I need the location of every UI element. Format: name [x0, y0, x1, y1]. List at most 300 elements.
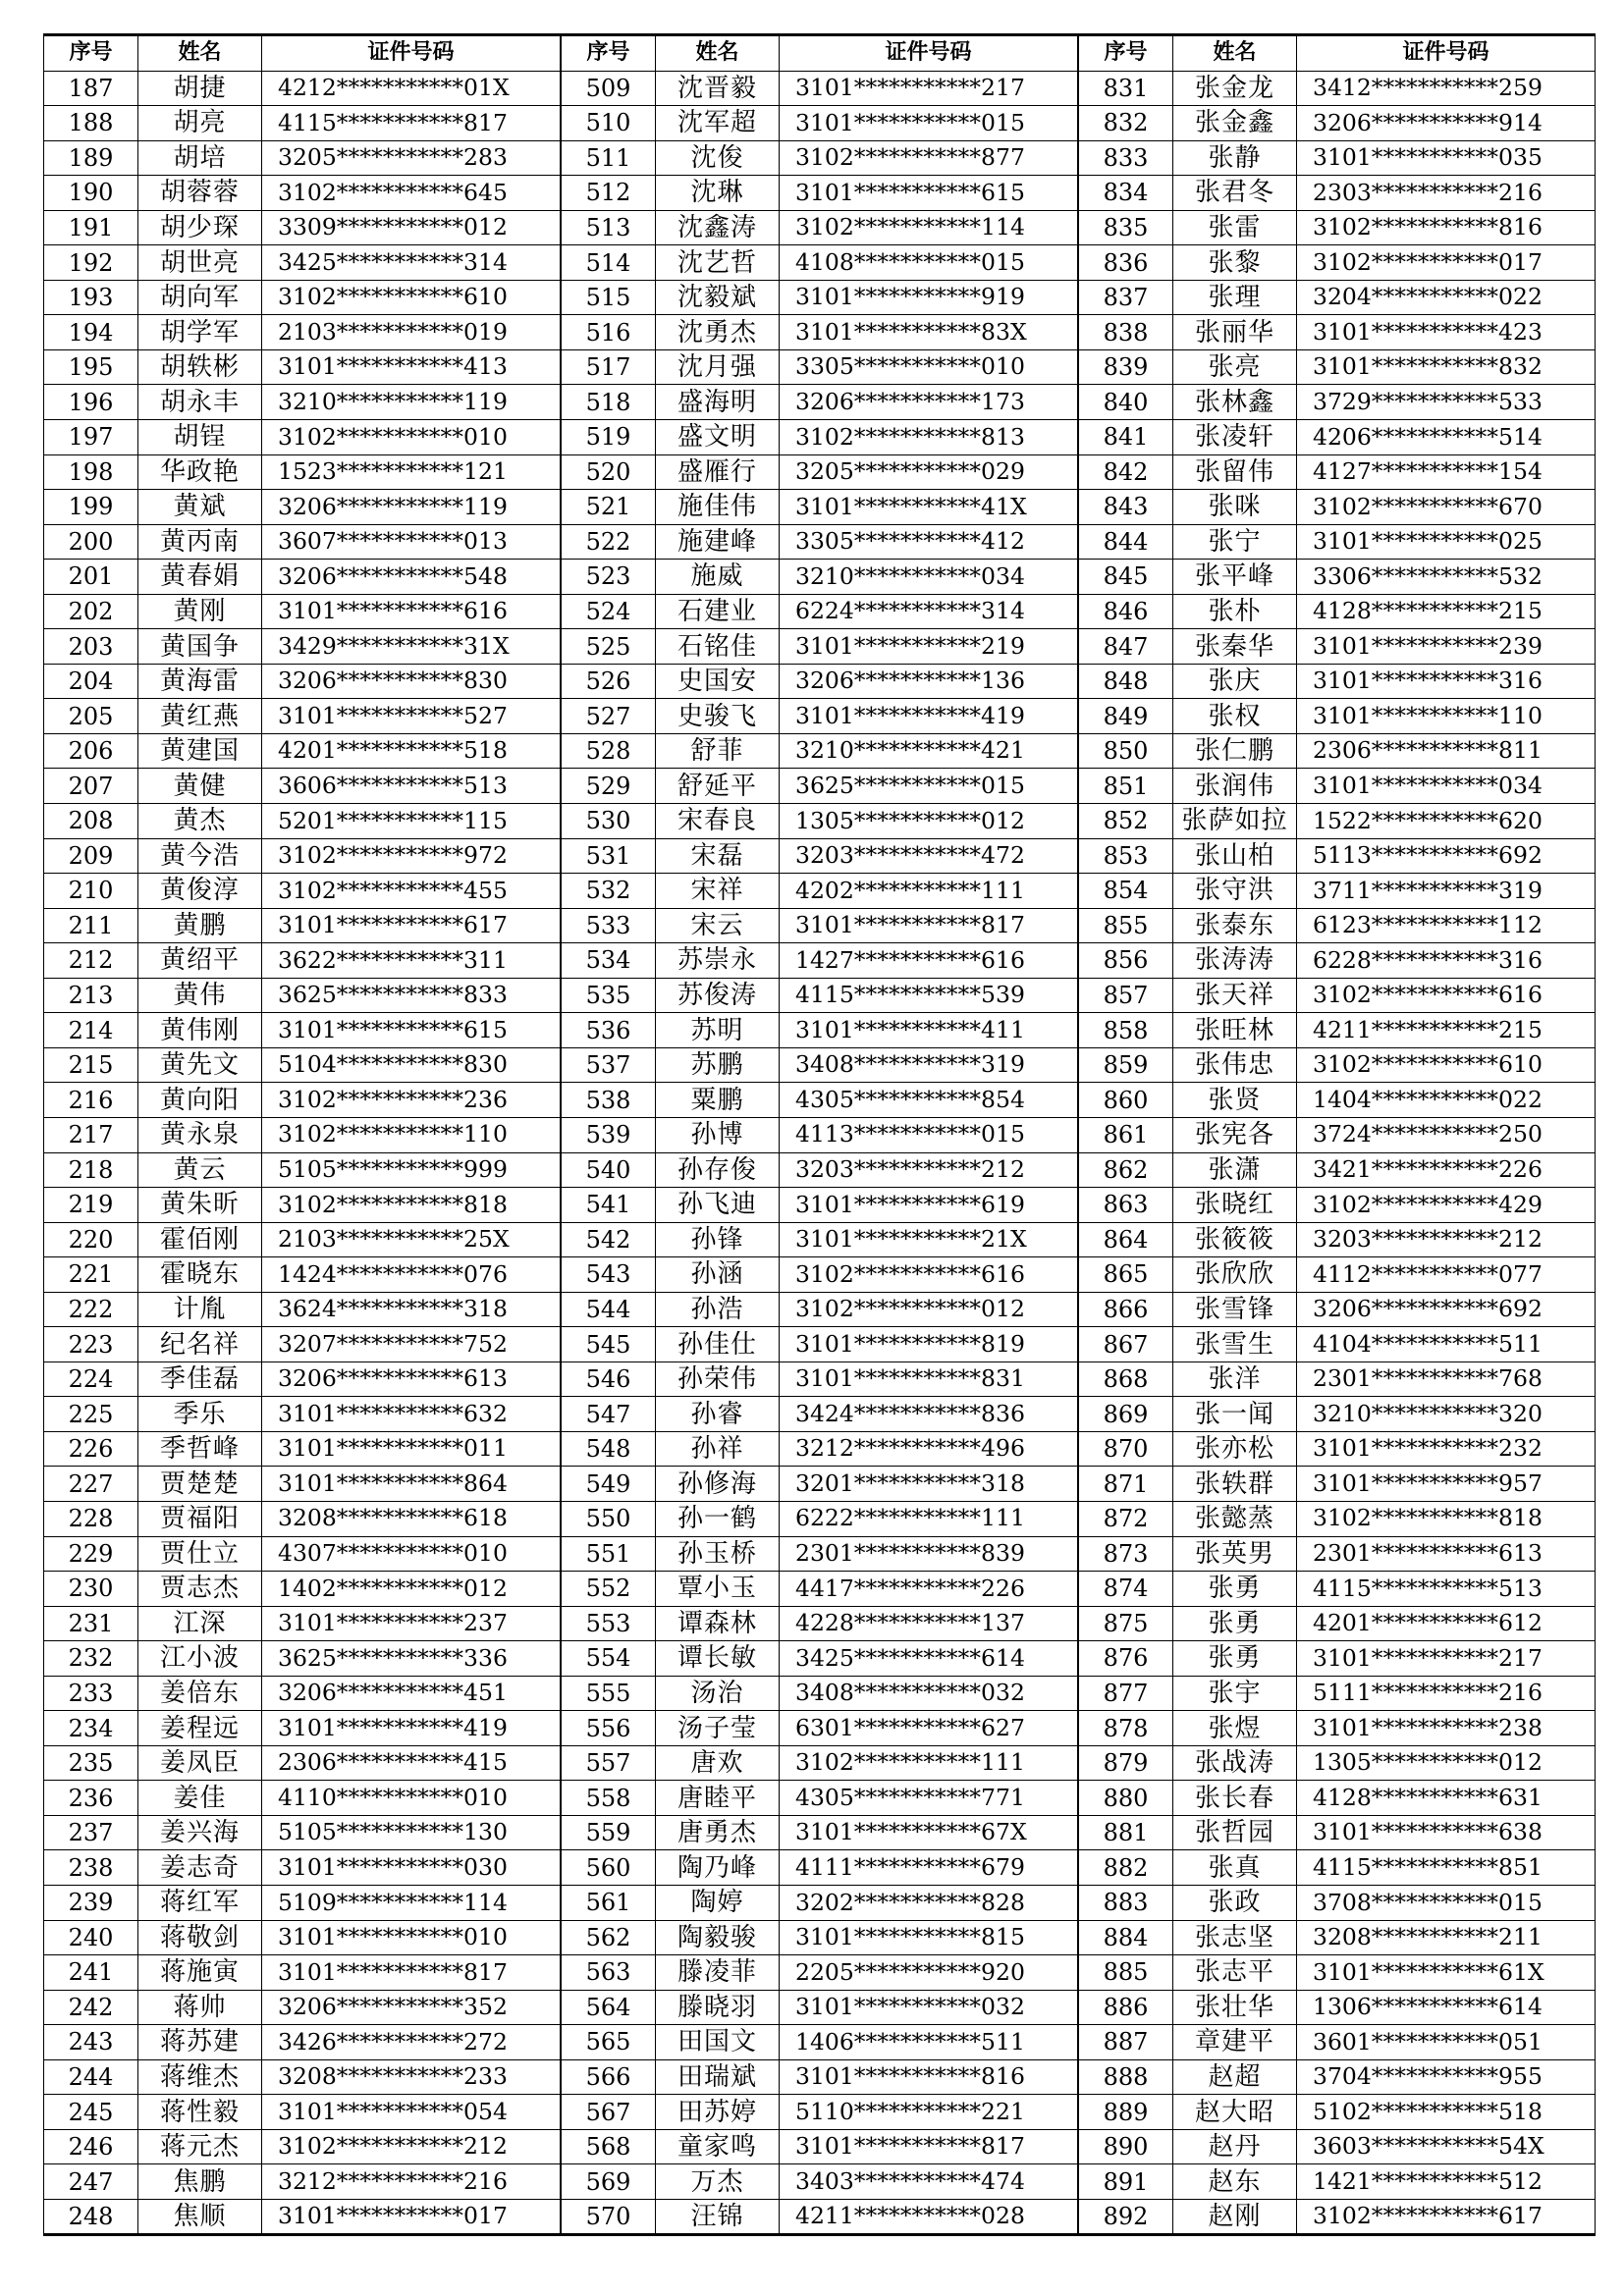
table-row [1079, 1327, 1596, 1362]
row-seq: 860 [1079, 1083, 1173, 1118]
table-row [44, 664, 561, 699]
row-seq: 238 [44, 1850, 138, 1886]
row-name: 孙浩 [656, 1292, 780, 1327]
row-seq: 874 [1079, 1572, 1173, 1607]
row-id-number: 3205***********283 [262, 140, 561, 176]
row-name: 张煜 [1173, 1711, 1297, 1746]
row-id-number: 5102***********518 [1297, 2095, 1596, 2130]
table-row [562, 106, 1078, 141]
row-name: 张志平 [1173, 1955, 1297, 1991]
row-id-number: 5109***********114 [262, 1885, 561, 1920]
table-row [44, 1920, 561, 1955]
table-row [562, 315, 1078, 350]
row-id-number: 3101***********615 [780, 176, 1078, 211]
row-seq: 832 [1079, 106, 1173, 141]
row-id-number: 3102***********670 [1297, 490, 1596, 525]
table-row [44, 908, 561, 943]
row-id-number: 3203***********212 [1297, 1222, 1596, 1257]
row-seq: 886 [1079, 1990, 1173, 2025]
row-seq: 531 [562, 838, 656, 874]
row-seq: 851 [1079, 769, 1173, 804]
row-name: 贾仕立 [138, 1536, 262, 1572]
row-id-number: 3101***********054 [262, 2095, 561, 2130]
row-id-number: 4206***********514 [1297, 420, 1596, 455]
row-name: 石建业 [656, 594, 780, 629]
table-row [1079, 385, 1596, 420]
row-name: 黄永泉 [138, 1117, 262, 1152]
row-id-number: 6123***********112 [1297, 908, 1596, 943]
row-seq: 541 [562, 1188, 656, 1223]
table-row [562, 1641, 1078, 1677]
row-id-number: 3201***********318 [780, 1467, 1078, 1502]
row-id-number: 3306***********532 [1297, 560, 1596, 595]
row-seq: 226 [44, 1431, 138, 1467]
row-seq: 521 [562, 490, 656, 525]
table-row [562, 1676, 1078, 1711]
row-name: 史骏飞 [656, 699, 780, 734]
table-row [562, 385, 1078, 420]
row-id-number: 3101***********617 [262, 908, 561, 943]
row-id-number: 5111***********216 [1297, 1676, 1596, 1711]
table-row [44, 385, 561, 420]
row-seq: 248 [44, 2199, 138, 2235]
row-id-number: 3202***********828 [780, 1885, 1078, 1920]
row-name: 滕凌菲 [656, 1955, 780, 1991]
row-seq: 194 [44, 315, 138, 350]
row-seq: 878 [1079, 1711, 1173, 1746]
row-name: 孙锋 [656, 1222, 780, 1257]
row-name: 姜程远 [138, 1711, 262, 1746]
table-row [1079, 733, 1596, 769]
row-name: 姜凤臣 [138, 1745, 262, 1781]
row-name: 胡锃 [138, 420, 262, 455]
row-name: 计胤 [138, 1292, 262, 1327]
table-row [44, 315, 561, 350]
table-row [562, 1885, 1078, 1920]
table-row [44, 1955, 561, 1991]
row-seq: 849 [1079, 699, 1173, 734]
table-row [562, 1536, 1078, 1572]
table-row [44, 1676, 561, 1711]
header-id: 证件号码 [1297, 35, 1596, 72]
row-seq: 563 [562, 1955, 656, 1991]
row-id-number: 3101***********41X [780, 490, 1078, 525]
table-row [1079, 1781, 1596, 1816]
row-seq: 231 [44, 1606, 138, 1641]
row-seq: 530 [562, 804, 656, 839]
row-seq: 885 [1079, 1955, 1173, 1991]
row-name: 沈军超 [656, 106, 780, 141]
row-id-number: 3101***********419 [262, 1711, 561, 1746]
row-id-number: 3101***********815 [780, 1920, 1078, 1955]
row-id-number: 4201***********612 [1297, 1606, 1596, 1641]
row-seq: 556 [562, 1711, 656, 1746]
row-id-number: 3101***********619 [780, 1188, 1078, 1223]
row-name: 陶毅骏 [656, 1920, 780, 1955]
row-id-number: 3101***********237 [262, 1606, 561, 1641]
row-id-number: 3102***********818 [1297, 1501, 1596, 1536]
row-name: 孙佳仕 [656, 1327, 780, 1362]
row-seq: 236 [44, 1781, 138, 1816]
row-seq: 216 [44, 1083, 138, 1118]
row-name: 胡亮 [138, 106, 262, 141]
row-id-number: 3206***********548 [262, 560, 561, 595]
table-row [1079, 838, 1596, 874]
row-id-number: 4307***********010 [262, 1536, 561, 1572]
row-seq: 533 [562, 908, 656, 943]
row-id-number: 3102***********236 [262, 1083, 561, 1118]
row-name: 章建平 [1173, 2025, 1297, 2060]
row-seq: 225 [44, 1397, 138, 1432]
row-seq: 230 [44, 1572, 138, 1607]
row-name: 张勇 [1173, 1572, 1297, 1607]
row-seq: 517 [562, 349, 656, 385]
row-seq: 549 [562, 1467, 656, 1502]
row-seq: 562 [562, 1920, 656, 1955]
table-row [44, 838, 561, 874]
row-seq: 215 [44, 1047, 138, 1083]
table-row [562, 1850, 1078, 1886]
row-id-number: 4305***********854 [780, 1083, 1078, 1118]
table-row [562, 733, 1078, 769]
row-seq: 569 [562, 2164, 656, 2200]
row-name: 万杰 [656, 2164, 780, 2200]
table-row [1079, 1362, 1596, 1397]
row-id-number: 3102***********617 [1297, 2199, 1596, 2235]
table-row [1079, 1013, 1596, 1048]
row-name: 蒋元杰 [138, 2129, 262, 2164]
row-seq: 554 [562, 1641, 656, 1677]
row-id-number: 3101***********032 [780, 1990, 1078, 2025]
row-seq: 221 [44, 1257, 138, 1293]
header-name: 姓名 [656, 35, 780, 72]
row-id-number: 3607***********013 [262, 524, 561, 560]
row-id-number: 3101***********832 [1297, 349, 1596, 385]
table-row [1079, 1641, 1596, 1677]
row-name: 张朴 [1173, 594, 1297, 629]
row-name: 沈晋毅 [656, 71, 780, 106]
row-id-number: 3603***********54X [1297, 2129, 1596, 2164]
row-seq: 223 [44, 1327, 138, 1362]
row-name: 霍佰刚 [138, 1222, 262, 1257]
row-name: 盛海明 [656, 385, 780, 420]
table-row [562, 1047, 1078, 1083]
row-name: 孙玉桥 [656, 1536, 780, 1572]
row-seq: 526 [562, 664, 656, 699]
table-row [562, 804, 1078, 839]
row-id-number: 3101***********110 [1297, 699, 1596, 734]
table-row [1079, 315, 1596, 350]
table-row [1079, 699, 1596, 734]
row-id-number: 3102***********972 [262, 838, 561, 874]
row-name: 张一闻 [1173, 1397, 1297, 1432]
row-name: 张雷 [1173, 210, 1297, 245]
row-seq: 876 [1079, 1641, 1173, 1677]
row-name: 江小波 [138, 1641, 262, 1677]
row-seq: 560 [562, 1850, 656, 1886]
row-id-number: 4115***********513 [1297, 1572, 1596, 1607]
table-row [44, 524, 561, 560]
row-seq: 836 [1079, 245, 1173, 281]
row-id-number: 4228***********137 [780, 1606, 1078, 1641]
row-seq: 869 [1079, 1397, 1173, 1432]
row-seq: 866 [1079, 1292, 1173, 1327]
row-name: 舒菲 [656, 733, 780, 769]
row-name: 粟鹏 [656, 1083, 780, 1118]
row-seq: 831 [1079, 71, 1173, 106]
table-body [562, 71, 1078, 2235]
table-row [562, 594, 1078, 629]
row-name: 孙博 [656, 1117, 780, 1152]
row-id-number: 2205***********920 [780, 1955, 1078, 1991]
row-seq: 210 [44, 874, 138, 909]
roster-table-left [43, 33, 561, 2236]
row-name: 沈月强 [656, 349, 780, 385]
table-row [1079, 2059, 1596, 2095]
table-row [1079, 1955, 1596, 1991]
row-id-number: 3408***********032 [780, 1676, 1078, 1711]
row-name: 张宪各 [1173, 1117, 1297, 1152]
row-seq: 545 [562, 1327, 656, 1362]
row-seq: 537 [562, 1047, 656, 1083]
row-id-number: 3101***********527 [262, 699, 561, 734]
row-seq: 247 [44, 2164, 138, 2200]
table-row [44, 978, 561, 1013]
row-seq: 872 [1079, 1501, 1173, 1536]
row-name: 张洋 [1173, 1362, 1297, 1397]
table-row [1079, 2199, 1596, 2235]
table-row [44, 2164, 561, 2200]
row-name: 黄绍平 [138, 943, 262, 979]
row-id-number: 3101***********817 [780, 908, 1078, 943]
row-id-number: 3101***********017 [262, 2199, 561, 2235]
table-row [1079, 280, 1596, 315]
row-seq: 536 [562, 1013, 656, 1048]
row-id-number: 3102***********110 [262, 1117, 561, 1152]
row-name: 胡培 [138, 140, 262, 176]
row-name: 赵刚 [1173, 2199, 1297, 2235]
table-row [1079, 1117, 1596, 1152]
row-seq: 561 [562, 1885, 656, 1920]
row-id-number: 4110***********010 [262, 1781, 561, 1816]
row-name: 沈鑫涛 [656, 210, 780, 245]
row-id-number: 3309***********012 [262, 210, 561, 245]
row-name: 张贤 [1173, 1083, 1297, 1118]
row-id-number: 3102***********017 [1297, 245, 1596, 281]
table-row [1079, 106, 1596, 141]
table-row [44, 454, 561, 490]
row-id-number: 5105***********130 [262, 1815, 561, 1850]
row-name: 江深 [138, 1606, 262, 1641]
row-seq: 875 [1079, 1606, 1173, 1641]
row-seq: 887 [1079, 2025, 1173, 2060]
row-name: 石铭佳 [656, 629, 780, 665]
row-id-number: 3625***********336 [262, 1641, 561, 1677]
row-seq: 870 [1079, 1431, 1173, 1467]
row-seq: 212 [44, 943, 138, 979]
table-row [562, 2025, 1078, 2060]
row-id-number: 3207***********752 [262, 1327, 561, 1362]
table-row [562, 1572, 1078, 1607]
table-row [562, 176, 1078, 211]
row-seq: 197 [44, 420, 138, 455]
table-row [44, 420, 561, 455]
table-row [1079, 664, 1596, 699]
row-id-number: 3102***********818 [262, 1188, 561, 1223]
row-id-number: 3102***********429 [1297, 1188, 1596, 1223]
header-id: 证件号码 [780, 35, 1078, 72]
row-name: 姜志奇 [138, 1850, 262, 1886]
row-name: 张留伟 [1173, 454, 1297, 490]
row-id-number: 4115***********539 [780, 978, 1078, 1013]
table-row [562, 1431, 1078, 1467]
row-id-number: 3101***********217 [780, 71, 1078, 106]
row-seq: 868 [1079, 1362, 1173, 1397]
row-seq: 196 [44, 385, 138, 420]
row-id-number: 3412***********259 [1297, 71, 1596, 106]
row-id-number: 3206***********914 [1297, 106, 1596, 141]
table-row [44, 804, 561, 839]
row-seq: 843 [1079, 490, 1173, 525]
row-name: 田瑞斌 [656, 2059, 780, 2095]
row-seq: 833 [1079, 140, 1173, 176]
row-name: 汤子莹 [656, 1711, 780, 1746]
row-seq: 861 [1079, 1117, 1173, 1152]
row-id-number: 4104***********511 [1297, 1327, 1596, 1362]
row-seq: 190 [44, 176, 138, 211]
table-row [1079, 804, 1596, 839]
row-id-number: 3426***********272 [262, 2025, 561, 2060]
table-row [44, 1815, 561, 1850]
row-name: 谭森林 [656, 1606, 780, 1641]
table-row [1079, 1397, 1596, 1432]
row-name: 孙飞迪 [656, 1188, 780, 1223]
row-name: 张宇 [1173, 1676, 1297, 1711]
table-row [44, 1013, 561, 1048]
row-seq: 855 [1079, 908, 1173, 943]
row-seq: 539 [562, 1117, 656, 1152]
row-name: 张轶群 [1173, 1467, 1297, 1502]
row-seq: 234 [44, 1711, 138, 1746]
row-name: 张黎 [1173, 245, 1297, 281]
row-id-number: 3424***********836 [780, 1397, 1078, 1432]
row-name: 张亮 [1173, 349, 1297, 385]
row-seq: 848 [1079, 664, 1173, 699]
row-name: 张政 [1173, 1885, 1297, 1920]
row-id-number: 3210***********421 [780, 733, 1078, 769]
row-id-number: 3101***********919 [780, 280, 1078, 315]
row-id-number: 4417***********226 [780, 1572, 1078, 1607]
row-id-number: 4212***********01X [262, 71, 561, 106]
row-name: 季乐 [138, 1397, 262, 1432]
row-seq: 891 [1079, 2164, 1173, 2200]
row-name: 季哲峰 [138, 1431, 262, 1467]
row-name: 滕晓羽 [656, 1990, 780, 2025]
table-row [44, 1047, 561, 1083]
table-row [562, 1990, 1078, 2025]
row-seq: 544 [562, 1292, 656, 1327]
table-row [44, 2059, 561, 2095]
row-seq: 241 [44, 1955, 138, 1991]
row-id-number: 5113***********692 [1297, 838, 1596, 874]
row-id-number: 3408***********319 [780, 1047, 1078, 1083]
table-row [1079, 1606, 1596, 1641]
table-row [44, 1188, 561, 1223]
row-seq: 515 [562, 280, 656, 315]
row-name: 胡永丰 [138, 385, 262, 420]
row-name: 张静 [1173, 140, 1297, 176]
row-name: 宋云 [656, 908, 780, 943]
row-id-number: 1404***********022 [1297, 1083, 1596, 1118]
table-row [562, 1711, 1078, 1746]
row-id-number: 3210***********034 [780, 560, 1078, 595]
row-id-number: 3708***********015 [1297, 1885, 1596, 1920]
row-id-number: 3101***********83X [780, 315, 1078, 350]
table-row [562, 560, 1078, 595]
row-id-number: 3711***********319 [1297, 874, 1596, 909]
row-seq: 208 [44, 804, 138, 839]
row-name: 张旺林 [1173, 1013, 1297, 1048]
row-name: 张长春 [1173, 1781, 1297, 1816]
table-row [1079, 874, 1596, 909]
row-id-number: 3101***********831 [780, 1362, 1078, 1397]
row-seq: 837 [1079, 280, 1173, 315]
row-id-number: 3101***********423 [1297, 315, 1596, 350]
row-name: 黄朱昕 [138, 1188, 262, 1223]
table-row [1079, 2095, 1596, 2130]
row-seq: 205 [44, 699, 138, 734]
row-id-number: 3101***********638 [1297, 1815, 1596, 1850]
table-row [562, 1920, 1078, 1955]
row-id-number: 1421***********512 [1297, 2164, 1596, 2200]
table-row [1079, 1536, 1596, 1572]
row-name: 唐勇杰 [656, 1815, 780, 1850]
row-name: 张雪锋 [1173, 1292, 1297, 1327]
row-id-number: 3101***********239 [1297, 629, 1596, 665]
row-seq: 535 [562, 978, 656, 1013]
table-row [44, 1501, 561, 1536]
table-row [1079, 490, 1596, 525]
table-row [562, 454, 1078, 490]
row-seq: 863 [1079, 1188, 1173, 1223]
row-id-number: 1424***********076 [262, 1257, 561, 1293]
row-id-number: 4211***********215 [1297, 1013, 1596, 1048]
row-seq: 566 [562, 2059, 656, 2095]
row-seq: 547 [562, 1397, 656, 1432]
row-seq: 846 [1079, 594, 1173, 629]
row-seq: 881 [1079, 1815, 1173, 1850]
row-name: 赵超 [1173, 2059, 1297, 2095]
table-row [1079, 349, 1596, 385]
table-row [562, 1013, 1078, 1048]
table-row [1079, 1047, 1596, 1083]
row-seq: 211 [44, 908, 138, 943]
table-row [44, 1292, 561, 1327]
row-id-number: 3208***********233 [262, 2059, 561, 2095]
row-id-number: 2306***********811 [1297, 733, 1596, 769]
roster-table-right [1078, 33, 1596, 2236]
row-id-number: 3101***********217 [1297, 1641, 1596, 1677]
table-row [1079, 1222, 1596, 1257]
row-name: 张庆 [1173, 664, 1297, 699]
row-seq: 888 [1079, 2059, 1173, 2095]
row-seq: 548 [562, 1431, 656, 1467]
row-name: 张勇 [1173, 1641, 1297, 1677]
row-id-number: 3305***********412 [780, 524, 1078, 560]
row-name: 蒋红军 [138, 1885, 262, 1920]
row-seq: 854 [1079, 874, 1173, 909]
table-row [44, 1467, 561, 1502]
